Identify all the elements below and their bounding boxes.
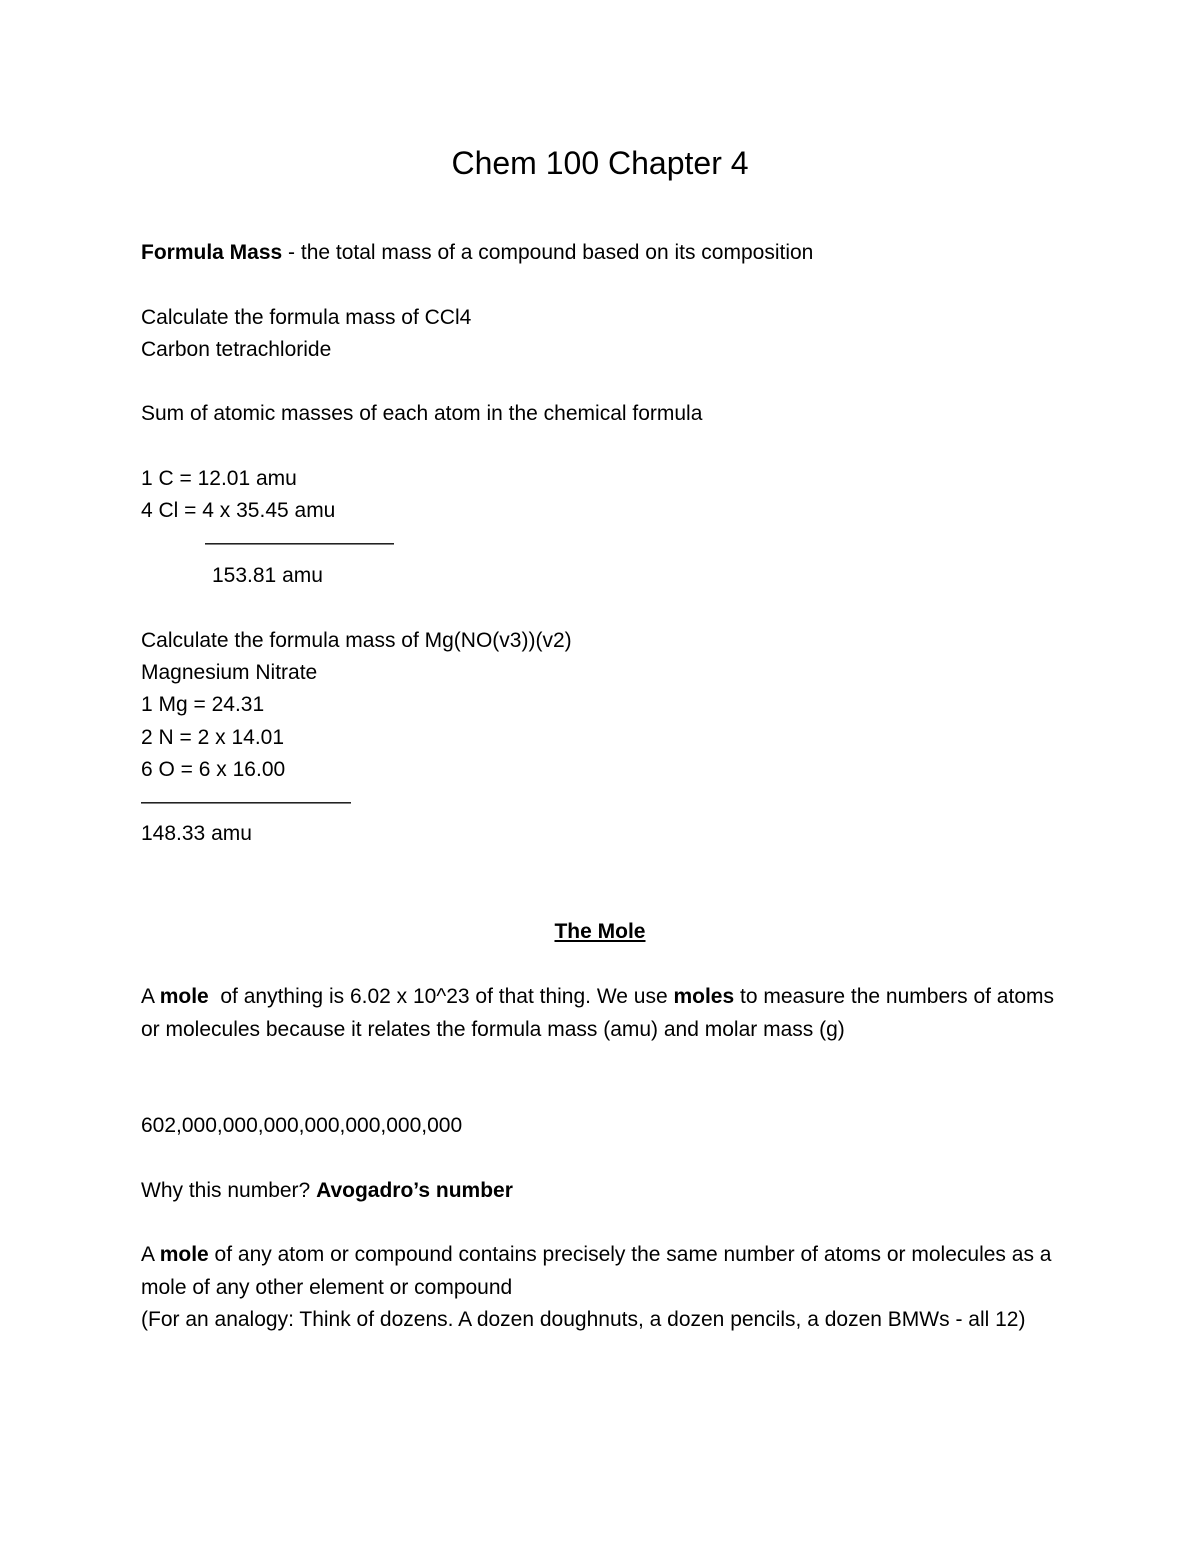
example1-total: 153.81 amu xyxy=(212,564,323,587)
example2-divider: —————————— xyxy=(141,790,351,813)
formula-mass-definition xyxy=(141,237,813,269)
avogadro-number-expanded: 602,000,000,000,000,000,000,000 xyxy=(141,1114,463,1137)
example1-name: Carbon tetrachloride xyxy=(141,338,332,361)
example1-line1: 1 C = 12.01 amu xyxy=(141,467,297,490)
example1-divider: ————————— xyxy=(205,531,394,554)
why-this-number xyxy=(141,1175,513,1207)
mole-p1-a: A xyxy=(141,985,160,1008)
mole-comparison-paragraph xyxy=(141,1239,1061,1337)
mole-p2-a: A xyxy=(141,1243,160,1266)
why-question: Why this number? xyxy=(141,1179,317,1202)
mole-p2-c: of any atom or compound contains precisely the same number of atoms or molecules as a mole of any other element or compound xyxy=(141,1243,1052,1299)
moles-term: moles xyxy=(673,985,735,1008)
example1-prompt: Calculate the formula mass of CCl4 xyxy=(141,306,472,329)
example2-name: Magnesium Nitrate xyxy=(141,661,318,684)
dozen-analogy: (For an analogy: Think of dozens. A dozen doughnuts, a dozen pencils, a dozen BMWs - all 12) xyxy=(141,1308,1026,1331)
formula-mass-term: Formula Mass xyxy=(141,241,283,264)
example2-total: 148.33 amu xyxy=(141,822,252,845)
example2-prompt: Calculate the formula mass of Mg(NO(v3))(v2) xyxy=(141,629,572,652)
mole-p1-e: to measure the numbers of atoms or molecules because it relates the formula mass (amu) and molar mass (g) xyxy=(141,985,1054,1041)
formula-mass-definition-text: - the total mass of a compound based on its composition xyxy=(282,241,814,264)
page-title: Chem 100 Chapter 4 xyxy=(451,145,749,181)
avogadro-number-term: Avogadro’s number xyxy=(316,1179,513,1202)
example1-line2: 4 Cl = 4 x 35.45 amu xyxy=(141,499,336,522)
mole-p1-c: of anything is 6.02 x 10^23 of that thing. We use xyxy=(208,985,674,1008)
mole-term-2: mole xyxy=(159,1243,209,1266)
mole-definition-paragraph xyxy=(141,981,1061,1046)
mole-term: mole xyxy=(159,985,209,1008)
example2-line2: 2 N = 2 x 14.01 xyxy=(141,726,285,749)
example2-line3: 6 O = 6 x 16.00 xyxy=(141,758,286,781)
example1-rule: Sum of atomic masses of each atom in the chemical formula xyxy=(141,402,703,425)
example2-line1: 1 Mg = 24.31 xyxy=(141,693,265,716)
section-heading-the-mole: The Mole xyxy=(554,920,646,943)
